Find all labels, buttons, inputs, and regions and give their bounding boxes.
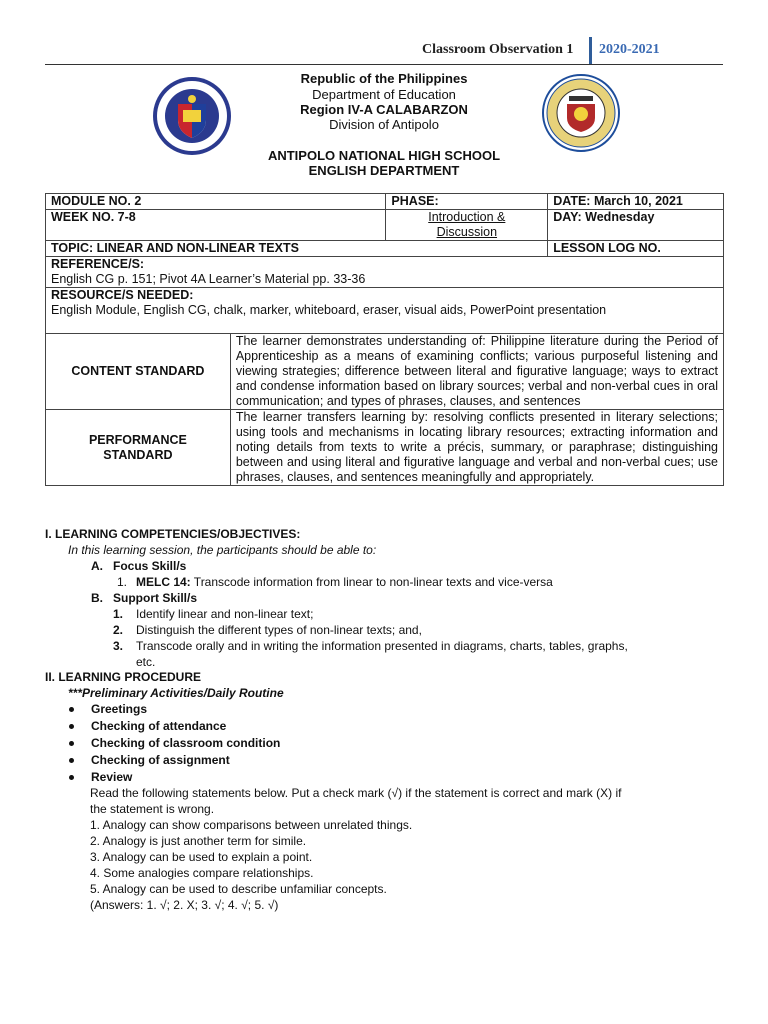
phase-label-cell: PHASE: bbox=[386, 194, 548, 210]
review-instruction-line1: Read the following statements below. Put a check mark (√) if the statement is correct and mark (X) if bbox=[90, 786, 622, 800]
support-item-text: Transcode orally and in writing the information presented in diagrams, charts, tables, graphs, bbox=[136, 639, 628, 653]
support-item-text: Identify linear and non-linear text; bbox=[136, 607, 314, 621]
section1-intro: In this learning session, the participants should be able to: bbox=[68, 543, 377, 557]
preliminary-activities: ***Preliminary Activities/Daily Routine bbox=[68, 686, 284, 700]
support-item-text: Distinguish the different types of non-linear texts; and, bbox=[136, 623, 422, 637]
resource-label: RESOURCE/S NEEDED: bbox=[51, 288, 194, 302]
department-name: ENGLISH DEPARTMENT bbox=[308, 163, 460, 178]
routine-item: Review bbox=[91, 770, 133, 784]
letterhead-republic: Republic of the Philippines bbox=[300, 71, 468, 86]
review-instruction-line2: the statement is wrong. bbox=[90, 802, 215, 816]
focus-skill-letter: A. bbox=[91, 559, 103, 573]
focus-skill-title: Focus Skill/s bbox=[113, 559, 187, 573]
support-item-num: 2. bbox=[113, 623, 124, 637]
routine-item: Checking of attendance bbox=[91, 719, 227, 733]
resource-value: English Module, English CG, chalk, marker, whiteboard, eraser, visual aids, PowerPoint presentation bbox=[51, 303, 607, 317]
review-answers: (Answers: 1. √; 2. X; 3. √; 4. √; 5. √) bbox=[90, 898, 279, 912]
routine-item: Checking of classroom condition bbox=[91, 736, 281, 750]
bullet-icon bbox=[69, 775, 74, 780]
week-cell: WEEK NO. 7-8 bbox=[46, 210, 386, 241]
reference-label: REFERENCE/S: bbox=[51, 257, 145, 271]
header-rule bbox=[45, 64, 723, 65]
performance-standard-text: The learner transfers learning by: resolving conflicts presented in literary selections; using tools and mechanisms in locating library resources; extracting information and noting details from texts to write a précis, summary, or paraphrase; distinguishing between and using literal and figurative language and verbal and non-verbal cues; use phrases, clauses, and sentences meaningfully and appropriately. bbox=[230, 410, 723, 486]
document-header-year: 2020-2021 bbox=[599, 42, 660, 57]
routine-item: Greetings bbox=[91, 702, 148, 716]
melc-text: Transcode information from linear to non-linear texts and vice-versa bbox=[190, 575, 553, 589]
section2-heading: II. LEARNING PROCEDURE bbox=[45, 670, 202, 684]
lesson-info-table bbox=[45, 193, 724, 486]
lesson-log-cell: LESSON LOG NO. bbox=[548, 241, 724, 257]
review-statement: 5. Analogy can be used to describe unfamiliar concepts. bbox=[90, 882, 387, 896]
review-statement: 4. Some analogies compare relationships. bbox=[90, 866, 314, 880]
day-cell: DAY: Wednesday bbox=[548, 210, 724, 241]
routine-item: Checking of assignment bbox=[91, 753, 230, 767]
phase-value-line2: Discussion bbox=[436, 225, 498, 239]
review-statement: 2. Analogy is just another term for simile. bbox=[90, 834, 307, 848]
header-divider bbox=[589, 37, 592, 65]
bullet-icon bbox=[69, 741, 74, 746]
bullet-icon bbox=[69, 724, 74, 729]
resource-cell bbox=[46, 288, 724, 334]
review-statement: 3. Analogy can be used to explain a point. bbox=[90, 850, 313, 864]
school-name: ANTIPOLO NATIONAL HIGH SCHOOL bbox=[267, 148, 501, 163]
reference-cell bbox=[46, 257, 724, 288]
reference-value: English CG p. 151; Pivot 4A Learner’s Material pp. 33-36 bbox=[51, 272, 366, 286]
performance-standard-label bbox=[46, 410, 231, 486]
content-standard-text: The learner demonstrates understanding of: Philippine literature during the Period of Apprenticeship as a means of examining conflicts; various purposeful listening and viewing strategies; difference between literal and figurative language; ways to extract and condense information based on library sources; verbal and non-verbal cues in oral communication; and types of phrases, clauses, and sentences bbox=[230, 334, 723, 410]
support-skill-title: Support Skill/s bbox=[113, 591, 198, 605]
support-item-num: 1. bbox=[113, 607, 124, 621]
melc-label: MELC 14: bbox=[136, 575, 191, 589]
focus-skill-item bbox=[136, 575, 553, 590]
letterhead-division: Division of Antipolo bbox=[329, 117, 439, 132]
document-header-title: Classroom Observation 1 bbox=[422, 42, 574, 57]
support-item-num: 3. bbox=[113, 639, 124, 653]
section1-heading: I. LEARNING COMPETENCIES/OBJECTIVES: bbox=[45, 527, 301, 541]
content-standard-label: CONTENT STANDARD bbox=[46, 334, 231, 410]
bullet-icon bbox=[69, 758, 74, 763]
support-skill-letter: B. bbox=[91, 591, 103, 605]
phase-value-cell bbox=[386, 210, 548, 241]
performance-label-line2: STANDARD bbox=[103, 447, 173, 462]
letterhead-region: Region IV-A CALABARZON bbox=[300, 102, 468, 117]
letterhead-department: Department of Education bbox=[312, 87, 456, 102]
topic-cell: TOPIC: LINEAR AND NON-LINEAR TEXTS bbox=[46, 241, 548, 257]
support-item-continuation: etc. bbox=[136, 655, 156, 669]
focus-skill-num: 1. bbox=[117, 575, 128, 589]
bullet-icon bbox=[69, 707, 74, 712]
module-cell: MODULE NO. 2 bbox=[46, 194, 386, 210]
date-cell: DATE: March 10, 2021 bbox=[548, 194, 724, 210]
performance-label-line1: PERFORMANCE bbox=[88, 432, 187, 447]
phase-value-line1: Introduction & bbox=[428, 210, 506, 224]
review-statement: 1. Analogy can show comparisons between unrelated things. bbox=[90, 818, 413, 832]
